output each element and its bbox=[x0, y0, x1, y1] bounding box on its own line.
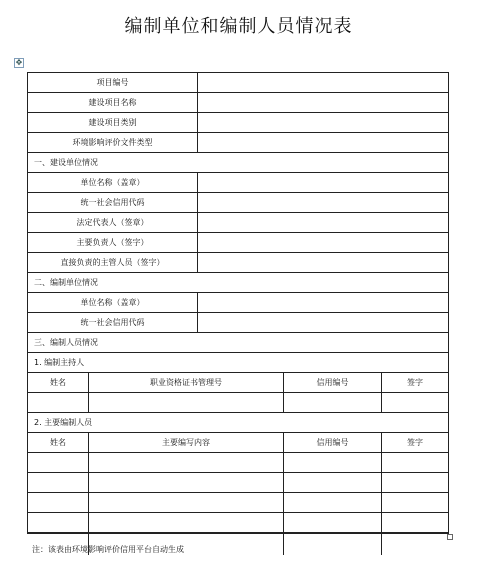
principal-value[interactable] bbox=[198, 233, 448, 252]
staff-signature-cell[interactable] bbox=[382, 493, 448, 512]
staff-name-cell[interactable] bbox=[28, 453, 89, 472]
section2-heading: 二、编制单位情况 bbox=[34, 278, 98, 287]
staff-credit-id-cell[interactable] bbox=[284, 513, 382, 532]
move-arrows-icon[interactable]: ✥ bbox=[15, 58, 23, 67]
table-row bbox=[28, 513, 448, 533]
project-name-value[interactable] bbox=[198, 93, 448, 112]
table-row bbox=[28, 93, 448, 113]
host-signature-cell[interactable] bbox=[382, 393, 448, 412]
builder-name-value[interactable] bbox=[198, 173, 448, 192]
main-header-row bbox=[28, 433, 448, 453]
builder-credit-code-value[interactable] bbox=[198, 193, 448, 212]
staff-signature-cell[interactable] bbox=[382, 453, 448, 472]
section3-heading: 三、编制人员情况 bbox=[34, 338, 98, 347]
staff-signature-cell[interactable] bbox=[382, 473, 448, 492]
subsection-heading-row bbox=[28, 353, 448, 373]
host-credit-id-cell[interactable] bbox=[284, 393, 382, 412]
section1-heading: 一、建设单位情况 bbox=[34, 158, 98, 167]
table-row bbox=[28, 213, 448, 233]
host-header-row bbox=[28, 373, 448, 393]
resize-handle-icon[interactable] bbox=[447, 534, 453, 540]
main-staff-heading: 2. 主要编制人员 bbox=[34, 418, 93, 427]
table-row bbox=[28, 253, 448, 273]
section-heading-row bbox=[28, 333, 448, 353]
legal-rep-label: 法定代表人（签章） bbox=[28, 213, 198, 232]
project-category-value[interactable] bbox=[198, 113, 448, 132]
eia-doc-type-value[interactable] bbox=[198, 133, 448, 152]
principal-label: 主要负责人（签字） bbox=[28, 233, 198, 252]
table-row bbox=[28, 453, 448, 473]
eia-doc-type-label: 环境影响评价文件类型 bbox=[28, 133, 198, 152]
table-row bbox=[28, 493, 448, 513]
supervisor-label: 直接负责的主管人员（签字） bbox=[28, 253, 198, 272]
staff-name-cell[interactable] bbox=[28, 493, 89, 512]
preparer-credit-code-value[interactable] bbox=[198, 313, 448, 332]
staff-credit-id-cell[interactable] bbox=[284, 453, 382, 472]
staff-credit-id-cell[interactable] bbox=[284, 493, 382, 512]
legal-rep-value[interactable] bbox=[198, 213, 448, 232]
host-name-cell[interactable] bbox=[28, 393, 89, 412]
column-header-signature: 签字 bbox=[407, 438, 423, 447]
project-category-label: 建设项目类别 bbox=[28, 113, 198, 132]
table-row bbox=[28, 113, 448, 133]
page-title: 编制单位和编制人员情况表 bbox=[124, 16, 353, 37]
staff-content-cell[interactable] bbox=[89, 513, 284, 532]
builder-credit-code-label: 统一社会信用代码 bbox=[28, 193, 198, 212]
table-row bbox=[28, 193, 448, 213]
preparer-name-label: 单位名称（盖章） bbox=[28, 293, 198, 312]
table-row bbox=[28, 233, 448, 253]
column-header-name: 姓名 bbox=[28, 433, 89, 452]
staff-credit-id-cell[interactable] bbox=[284, 473, 382, 492]
staff-content-cell[interactable] bbox=[89, 453, 284, 472]
column-header-credit-id: 信用编号 bbox=[284, 433, 382, 452]
table-row bbox=[28, 133, 448, 153]
section-heading-row bbox=[28, 153, 448, 173]
project-number-value[interactable] bbox=[198, 73, 448, 92]
staff-credit-id-cell[interactable] bbox=[284, 533, 382, 555]
footnote: 注：该表由环境影响评价信用平台自动生成 bbox=[32, 545, 184, 554]
builder-name-label: 单位名称（盖章） bbox=[28, 173, 198, 192]
staff-content-cell[interactable] bbox=[89, 473, 284, 492]
column-header-name: 姓名 bbox=[28, 373, 89, 392]
table-row bbox=[28, 293, 448, 313]
column-header-signature: 签字 bbox=[407, 378, 423, 387]
column-header-cert: 职业资格证书管理号 bbox=[89, 373, 284, 392]
preparer-name-value[interactable] bbox=[198, 293, 448, 312]
staff-name-cell[interactable] bbox=[28, 473, 89, 492]
column-header-credit-id: 信用编号 bbox=[284, 373, 382, 392]
section-heading-row bbox=[28, 273, 448, 293]
subsection-heading-row bbox=[28, 413, 448, 433]
supervisor-value[interactable] bbox=[198, 253, 448, 272]
staff-name-cell[interactable] bbox=[28, 513, 89, 532]
host-cert-cell[interactable] bbox=[89, 393, 284, 412]
preparer-credit-code-label: 统一社会信用代码 bbox=[28, 313, 198, 332]
host-heading: 1. 编制主持人 bbox=[34, 358, 85, 367]
staff-signature-cell[interactable] bbox=[382, 513, 448, 532]
project-name-label: 建设项目名称 bbox=[28, 93, 198, 112]
table-row bbox=[28, 73, 448, 93]
staff-signature-cell[interactable] bbox=[382, 533, 448, 555]
table-row bbox=[28, 313, 448, 333]
staff-content-cell[interactable] bbox=[89, 493, 284, 512]
table-row bbox=[28, 173, 448, 193]
table-row bbox=[28, 393, 448, 413]
project-number-label: 项目编号 bbox=[28, 73, 198, 92]
table-row bbox=[28, 473, 448, 493]
column-header-content: 主要编写内容 bbox=[89, 433, 284, 452]
info-table bbox=[27, 72, 449, 534]
